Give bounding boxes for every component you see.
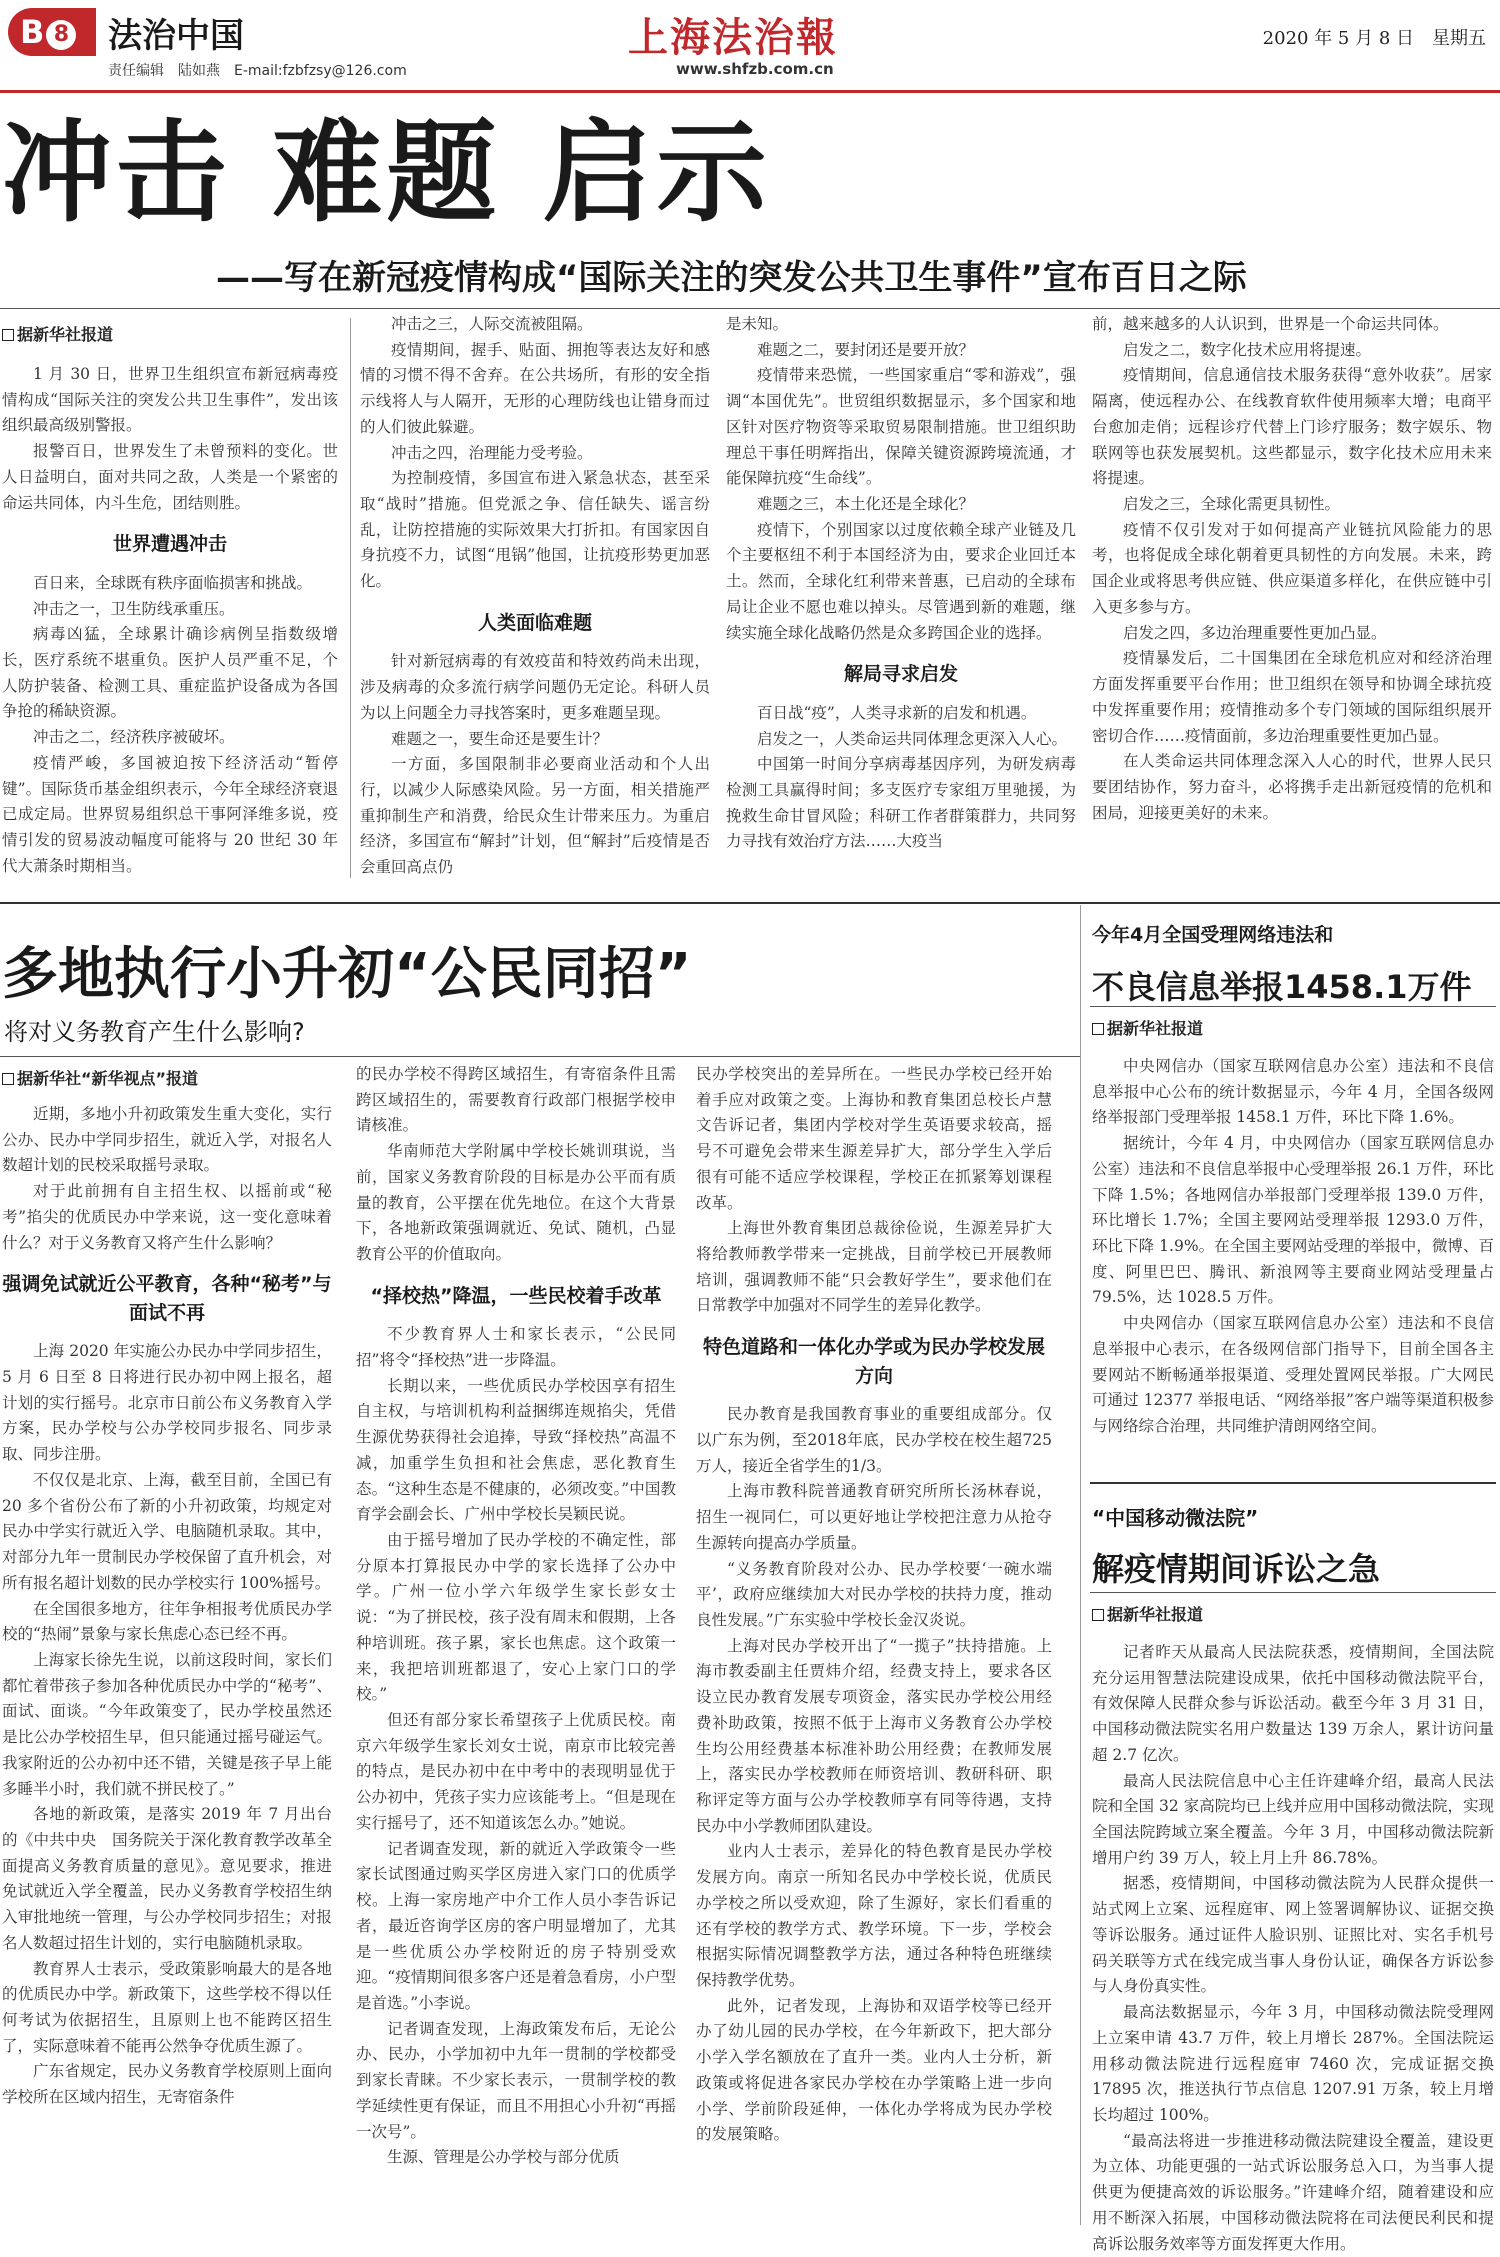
paragraph: 据统计，今年 4 月，中央网信办（国家互联网信息办公室）违法和不良信息举报中心受理举报 26.1 万件，环比下降 1.5%；各地网信办举报部门受理举报 139.0 万件，环比增长 1.7%；全国主要网站受理举报 1293.0 万件，环比下降 1.9%。在全国主要网站受理的举报中，微博、百度、阿里巴巴、腾讯、新浪网等主要商业网站受理量占 79.5%，达 1028.5 万件。 bbox=[1092, 1134, 1494, 1307]
paragraph: 冲击之三，人际交流被阻隔。 bbox=[391, 315, 593, 333]
paragraph: 疫情期间，信息通信技术服务获得“意外收获”。居家隔离，使远程办公、在线教育软件使用频率大增；电商平台愈加走俏；远程诊疗代替上门诊疗服务；数字娱乐、物联网等也获发展契机。这些都显示，数字化技术应用未来将提速。 bbox=[1092, 366, 1492, 488]
section-heading: 世界遭遇冲击 bbox=[112, 533, 227, 556]
paragraph: 冲击之一，卫生防线承重压。 bbox=[33, 599, 235, 618]
paragraph: 据悉，疫情期间，中国移动微法院为人民群众提供一站式网上立案、远程庭审、网上签署调解协议、证据交换等诉讼服务。通过证件人脸识别、证照比对、实名手机号码关联等方式在线完成当事人身份认证，确保各方诉讼参与人身份真实性。 bbox=[1092, 1874, 1494, 1996]
paragraph: 各地的新政策，是落实 2019 年 7 月出台的《中共中央 国务院关于深化教育教学改革全面提高义务教育质量的意见》。意见要求，推进免试就近入学全覆盖，民办义务教育学校招生纳入审批地统一管理，与公办学校同步招生；对报名人数超过招生计划的，实行电脑随机录取。 bbox=[2, 1805, 332, 1952]
sidebar2-headline: 解疫情期间诉讼之急 bbox=[1092, 1550, 1381, 1588]
column-rule bbox=[350, 318, 351, 878]
paragraph: 上海家长徐先生说，以前这段时间，家长们都忙着带孩子参加各种优质民办中学的“秘考”、面试、面谈。“今年政策变了，民办学校虽然还是比公办学校招生早，但只能通过摇号碰运气。我家附近的公办初中还不错，关键是孩子早上能多睡半小时，我们就不拼民校了。” bbox=[2, 1650, 332, 1798]
paragraph: 最高人民法院信息中心主任许建峰介绍，最高人民法院和全国 32 家高院均已上线并应用中国移动微法院，实现全国法院跨域立案全覆盖。今年 3 月，中国移动微法院新增用户约 39 万人，较上月上升 86.78%。 bbox=[1092, 1771, 1494, 1867]
sidebar2-divider bbox=[1090, 1592, 1496, 1593]
section-name: 法治中国 bbox=[108, 16, 244, 56]
paragraph: 在人类命运共同体理念深入人心的时代，世界人民只要团结协作，努力奋斗，必将携手走出新冠疫情的危机和困局，迎接更美好的未来。 bbox=[1092, 752, 1492, 822]
sidebar1-kicker: 今年4月全国受理网络违法和 bbox=[1092, 924, 1334, 946]
lead-subheadline: ——写在新冠疫情构成“国际关注的突发公共卫生事件”宣布百日之际 bbox=[216, 258, 1247, 298]
paragraph: 记者昨天从最高人民法院获悉，疫情期间，全国法院充分运用智慧法院建设成果，依托中国移动微法院平台，有效保障人民群众参与诉讼活动。截至今年 3 月 31 日，中国移动微法院实名用户数量达 139 万余人，累计访问量超 2.7 亿次。 bbox=[1092, 1643, 1494, 1764]
lead-column-1 bbox=[2, 362, 338, 879]
paragraph: 在全国很多地方，往年争相报考优质民办学校的“热闹”景象与家长焦虑心态已经不再。 bbox=[2, 1599, 332, 1644]
sidebar1-byline: 据新华社报道 bbox=[1092, 1016, 1203, 1039]
story2-column-3 bbox=[696, 1062, 1052, 2148]
story2-divider bbox=[0, 1056, 1080, 1057]
paragraph: 启发之二，数字化技术应用将提速。 bbox=[1123, 340, 1372, 359]
paragraph: 冲击之四，治理能力受考验。 bbox=[391, 443, 593, 462]
story-divider bbox=[0, 902, 1500, 904]
paragraph: 民办教育是我国教育事业的重要组成部分。仅以广东为例，至2018年底，民办学校在校生超725万人，接近全省学生的1/3。 bbox=[696, 1405, 1052, 1475]
sidebar2-kicker: “中国移动微法院” bbox=[1092, 1506, 1259, 1530]
paragraph: 教育界人士表示，受政策影响最大的是各地的优质民办中学。新政策下，这些学校不得以任何考试为依据招生，且原则上也不能跨区招生了，实际意味着不能再公然争夺优质生源了。 bbox=[2, 1959, 332, 2055]
issue-date: 2020 年 5 月 8 日 星期五 bbox=[1262, 28, 1486, 49]
page-number-badge: B 8 bbox=[8, 8, 96, 56]
editor-credit: 责任编辑 陆如燕 E-mail:fzbfzsy@126.com bbox=[108, 63, 407, 79]
paragraph: 上海世外教育集团总裁徐俭说，生源差异扩大将给教师教学带来一定挑战，目前学校已开展教师培训，强调教师不能“只会教好学生”，要求他们在日常教学中加强对不同学生的差异化教学。 bbox=[696, 1219, 1052, 1315]
paragraph: 最高法数据显示，今年 3 月，中国移动微法院受理网上立案申请 43.7 万件，较上月增长 287%。全国法院运用移动微法院进行远程庭审 7460 次，完成证据交换 17895 次，推送执行节点信息 1207.91 万条，较上月增长均超过 100%。 bbox=[1092, 2003, 1494, 2124]
paragraph: 是未知。 bbox=[726, 315, 789, 333]
paragraph: 启发之四，多边治理重要性更加凸显。 bbox=[1123, 623, 1387, 642]
section-heading: “择校热”降温，一些民校着手改革 bbox=[370, 1284, 662, 1307]
sidebar-rule bbox=[1080, 905, 1081, 2225]
sidebar2-body bbox=[1092, 1640, 1494, 2257]
section-heading: 人类面临难题 bbox=[477, 611, 592, 634]
paragraph: 中央网信办（国家互联网信息办公室）违法和不良信息举报中心表示，在各级网信部门指导下，目前全国各主要网站不断畅通举报渠道、受理处置网民举报。广大网民可通过 12377 举报电话、“网络举报”客户端等渠道积极参与网络综合治理，共同维护清朗网络空间。 bbox=[1092, 1314, 1494, 1436]
paragraph: 前，越来越多的人认识到，世界是一个命运共同体。 bbox=[1092, 315, 1449, 333]
paragraph: 疫情下，个别国家以过度依赖全球产业链及几个主要枢纽不利于本国经济为由，要求企业回迁本土。然而，全球化红利带来普惠，已启动的全球布局让企业不愿也难以掉头。尽管遇到新的难题，继续实施全球化战略仍然是众多跨国企业的选择。 bbox=[726, 520, 1076, 642]
paragraph: 中国第一时间分享病毒基因序列，为研发病毒检测工具赢得时间；多支医疗专家组万里驰援，为挽救生命甘冒风险；科研工作者群策群力，共同努力寻找有效治疗方法……大疫当 bbox=[726, 755, 1076, 851]
sidebar2-byline: 据新华社报道 bbox=[1092, 1602, 1203, 1625]
paragraph: 业内人士表示，差异化的特色教育是民办学校发展方向。南京一所知名民办中学校长说，优质民办学校之所以受欢迎，除了生源好，家长们看重的还有学校的教学方式、教学环境。下一步，学校会根据实际情况调整教学方法，通过各种特色班继续保持教学优势。 bbox=[696, 1842, 1052, 1989]
sidebar-divider bbox=[1090, 1482, 1496, 1484]
story2-column-1 bbox=[2, 1102, 332, 2111]
paragraph: 病毒凶猛，全球累计确诊病例呈指数级增长，医疗系统不堪重负。医护人员严重不足，个人防护装备、检测工具、重症监护设备成为各国争抢的稀缺资源。 bbox=[2, 625, 338, 721]
paragraph: 华南师范大学附属中学校长姚训琪说，当前，国家义务教育阶段的目标是办公平而有质量的教育，公平摆在优先地位。在这个大背景下，各地新政策强调就近、免试、随机，凸显教育公平的价值取向。 bbox=[356, 1142, 676, 1264]
paragraph: 上海 2020 年实施公办民办中学同步招生，5 月 6 日至 8 日将进行民办初中网上报名，超计划的实行摇号。北京市日前公布义务教育入学方案，民办学校与公办学校同步报名、同步录取、同步注册。 bbox=[2, 1342, 332, 1464]
paragraph: 报警百日，世界发生了未曾预料的变化。世人日益明白，面对共同之敌，人类是一个紧密的命运共同体，内斗生危，团结则胜。 bbox=[2, 442, 338, 512]
lead-column-2 bbox=[360, 312, 710, 881]
paragraph: 此外，记者发现，上海协和双语学校等已经开办了幼儿园的民办学校，在今年新政下，把大部分小学入学名额放在了直升一类。业内人士分析，新政策或将促进各家民办学校在办学策略上进一步向小学、学前阶段延伸，一体化办学将成为民办学校的发展策略。 bbox=[696, 1996, 1052, 2144]
paragraph: 中央网信办（国家互联网信息办公室）违法和不良信息举报中心公布的统计数据显示，今年 4 月，全国各级网络举报部门受理举报 1458.1 万件，环比下降 1.6%。 bbox=[1092, 1057, 1494, 1127]
paragraph: 一方面，多国限制非必要商业活动和个人出行，以减少人际感染风险。另一方面，相关措施严重抑制生产和消费，给民众生计带来压力。为重启经济，多国宣布“解封”计划，但“解封”后疫情是否会重回高点仍 bbox=[360, 755, 710, 877]
paragraph: 启发之一，人类命运共同体理念更深入人心。 bbox=[757, 729, 1068, 748]
paragraph: 不少教育界人士和家长表示，“公民同招”将令“择校热”进一步降温。 bbox=[356, 1325, 676, 1369]
section-heading: 解局寻求启发 bbox=[843, 663, 958, 686]
paragraph: 不仅仅是北京、上海，截至目前，全国已有 20 多个省份公布了新的小升初政策，均规定对民办中学实行就近入学、电脑随机录取。其中，对部分九年一贯制民办学校保留了直升机会，对所有报名超计划数的民办学校实行 100%摇号。 bbox=[2, 1470, 332, 1592]
paragraph: 生源、管理是公办学校与部分优质 bbox=[387, 2148, 620, 2167]
story2-subheadline: 将对义务教育产生什么影响? bbox=[4, 1018, 305, 1046]
lead-headline: 冲击 难题 启示 bbox=[2, 109, 771, 237]
paragraph: “义务教育阶段对公办、民办学校要‘一碗水端平’，政府应继续加大对民办学校的扶持力度，推动良性发展。”广东实验中学校长金汉炎说。 bbox=[696, 1559, 1052, 1629]
paragraph: 但还有部分家长希望孩子上优质民校。南京六年级学生家长刘女士说，南京市比较完善的特点，是民办初中在中考中的表现明显优于公办初中，凭孩子实力应该能考上。“但是现在实行摇号了，还不知道该怎么办。”她说。 bbox=[356, 1711, 676, 1832]
newspaper-logo: 上海法治報 bbox=[628, 14, 838, 61]
sidebar1-divider bbox=[1090, 1006, 1496, 1007]
paragraph: 疫情带来恐慌，一些国家重启“零和游戏”，强调“本国优先”。世贸组织数据显示，多个国家和地区针对医疗物资等采取贸易限制措施。世卫组织助理总干事任明辉指出，保障关键资源跨境流通，才能保障抗疫“生命线”。 bbox=[726, 366, 1076, 488]
paragraph: 上海对民办学校开出了“一揽子”扶持措施。上海市教委副主任贾炜介绍，经费支持上，要求各区设立民办教育发展专项资金，落实民办学校公用经费补助政策，按照不低于上海市义务教育公办学校生均公用经费基本标准补助公用经费；在教师发展上，落实民办学校教师在师资培训、教研科研、职称评定等方面与公办学校教师享有同等待遇，支持民办中小学教师团队建设。 bbox=[696, 1636, 1052, 1835]
paragraph: 为控制疫情，多国宣布进入紧急状态，甚至采取“战时”措施。但党派之争、信任缺失、谣言纷乱，让防控措施的实际效果大打折扣。有国家因自身抗疫不力，试图“甩锅”他国，让抗疫形势更加恶化。 bbox=[360, 469, 710, 591]
sidebar1-body bbox=[1092, 1054, 1494, 1440]
paragraph: 疫情严峻，多国被迫按下经济活动“暂停键”。国际货币基金组织表示，今年全球经济衰退已成定局。世界贸易组织总干事阿泽维多说，疫情引发的贸易波动幅度可能将与 20 世纪 30 年代大萧条时期相当。 bbox=[2, 753, 338, 875]
paragraph: 记者调查发现，上海政策发布后，无论公办、民办，小学加初中九年一贯制的学校都受到家长青睐。不少家长表示，一贯制学校的教学延续性更有保证，而且不用担心小升初“再摇一次号”。 bbox=[356, 2019, 676, 2141]
paragraph: 百日来，全球既有秩序面临损害和挑战。 bbox=[33, 573, 313, 592]
story2-column-2 bbox=[356, 1062, 676, 2171]
paragraph: 百日战“疫”，人类寻求新的启发和机遇。 bbox=[757, 703, 1037, 722]
paragraph: 针对新冠病毒的有效疫苗和特效药尚未出现，涉及病毒的众多流行病学问题仍无定论。科研人员为以上问题全力寻找答案时，更多难题呈现。 bbox=[360, 652, 710, 722]
newspaper-url: www.shfzb.com.cn bbox=[676, 60, 834, 78]
paragraph: 民办学校突出的差异所在。一些民办学校已经开始着手应对政策之变。上海协和教育集团总校长卢慧文告诉记者，集团内学校对学生英语要求较高，摇号不可避免会带来生源差异扩大，部分学生入学后很有可能不适应学校课程，学校正在抓紧筹划课程改革。 bbox=[696, 1065, 1052, 1212]
paragraph: 疫情不仅引发对于如何提高产业链抗风险能力的思考，也将促成全球化朝着更具韧性的方向发展。未来，跨国企业或将思考供应链、供应渠道多样化，在供应链中引入更多参与方。 bbox=[1092, 520, 1492, 616]
paragraph: 由于摇号增加了民办学校的不确定性，部分原本打算报民办中学的家长选择了公办中学。广州一位小学六年级学生家长彭女士说：“为了拼民校，孩子没有周末和假期，上各种培训班。孩子累，家长也焦虑。这个政策一来，我把培训班都退了，安心上家门口的学校。” bbox=[356, 1531, 676, 1704]
paragraph: 广东省规定，民办义务教育学校原则上面向学校所在区域内招生，无寄宿条件 bbox=[2, 2062, 332, 2107]
paragraph: 上海市教科院普通教育研究所所长汤林春说，招生一视同仁，可以更好地让学校把注意力从抢夺生源转向提高办学质量。 bbox=[696, 1482, 1052, 1552]
paragraph: 1 月 30 日，世界卫生组织宣布新冠病毒疫情构成“国际关注的突发公共卫生事件”，发出该组织最高级别警报。 bbox=[2, 365, 338, 435]
lead-divider bbox=[0, 308, 1500, 309]
paragraph: 对于此前拥有自主招生权、以摇前或“秘考”掐尖的优质民办中学来说，这一变化意味着什么？对于义务教育又将产生什么影响？ bbox=[2, 1182, 332, 1252]
paragraph: 疫情暴发后，二十国集团在全球危机应对和经济治理方面发挥重要平台作用；世卫组织在领导和协调全球抗疫中发挥重要作用；疫情推动多个专门领域的国际组织展开密切合作……疫情面前，多边治理重要性更加凸显。 bbox=[1092, 649, 1492, 745]
story2-byline: 据新华社“新华视点”报道 bbox=[2, 1066, 198, 1089]
paragraph: 记者调查发现，新的就近入学政策令一些家长试图通过购买学区房进入家门口的优质学校。上海一家房地产中介工作人员小李告诉记者，最近咨询学区房的客户明显增加了，尤其是一些优质公办学校附近的房子特别受欢迎。“疫情期间很多客户还是着急看房，小户型是首选。”小李说。 bbox=[356, 1839, 676, 2012]
section-heading: 强调免试就近公平教育，各种“秘考”与面试不再 bbox=[2, 1273, 332, 1324]
lead-byline: 据新华社报道 bbox=[2, 322, 113, 345]
paragraph: 长期以来，一些优质民办学校因享有招生自主权，与培训机构利益捆绑连规掐尖，凭借生源优势获得社会追捧，导致“择校热”高温不减，加重学生负担和社会焦虑，恶化教育生态。“这种生态是不健康的，必须改变。”中国教育学会副会长、广州中学校长吴颖民说。 bbox=[356, 1376, 676, 1524]
paragraph: 启发之三，全球化需更具韧性。 bbox=[1123, 495, 1341, 514]
paragraph: 难题之三，本土化还是全球化？ bbox=[757, 495, 975, 514]
lead-column-4 bbox=[1092, 312, 1492, 826]
paragraph: 疫情期间，握手、贴面、拥抱等表达友好和感情的习惯不得不舍弃。在公共场所，有形的安全指示线将人与人隔开，无形的心理防线也让错身而过的人们彼此躲避。 bbox=[360, 340, 710, 436]
paragraph: 的民办学校不得跨区域招生，有寄宿条件且需跨区域招生的，需要教育行政部门根据学校申请核准。 bbox=[356, 1065, 676, 1135]
lead-column-3 bbox=[726, 312, 1076, 855]
paragraph: 冲击之二，经济秩序被破坏。 bbox=[33, 728, 235, 747]
section-heading: 特色道路和一体化办学或为民办学校发展方向 bbox=[702, 1336, 1045, 1387]
paragraph: 难题之一，要生命还是要生计？ bbox=[391, 729, 609, 748]
paragraph: 近期，多地小升初政策发生重大变化，实行公办、民办中学同步招生，就近入学，对报名人数超计划的民校采取摇号录取。 bbox=[2, 1105, 332, 1175]
header-rule bbox=[0, 90, 1500, 93]
paragraph: 难题之二，要封闭还是要开放？ bbox=[757, 340, 975, 359]
sidebar1-headline: 不良信息举报1458.1万件 bbox=[1092, 968, 1472, 1006]
story2-headline: 多地执行小升初“公民同招” bbox=[2, 942, 692, 1007]
paragraph: “最高法将进一步推进移动微法院建设全覆盖，建设更为立体、功能更强的一站式诉讼服务总入口，为当事人提供更为便捷高效的诉讼服务。”许建峰介绍，随着建设和应用不断深入拓展，中国移动微法院将在司法便民利民和提高诉讼服务效率等方面发挥更大作用。 bbox=[1092, 2131, 1494, 2253]
